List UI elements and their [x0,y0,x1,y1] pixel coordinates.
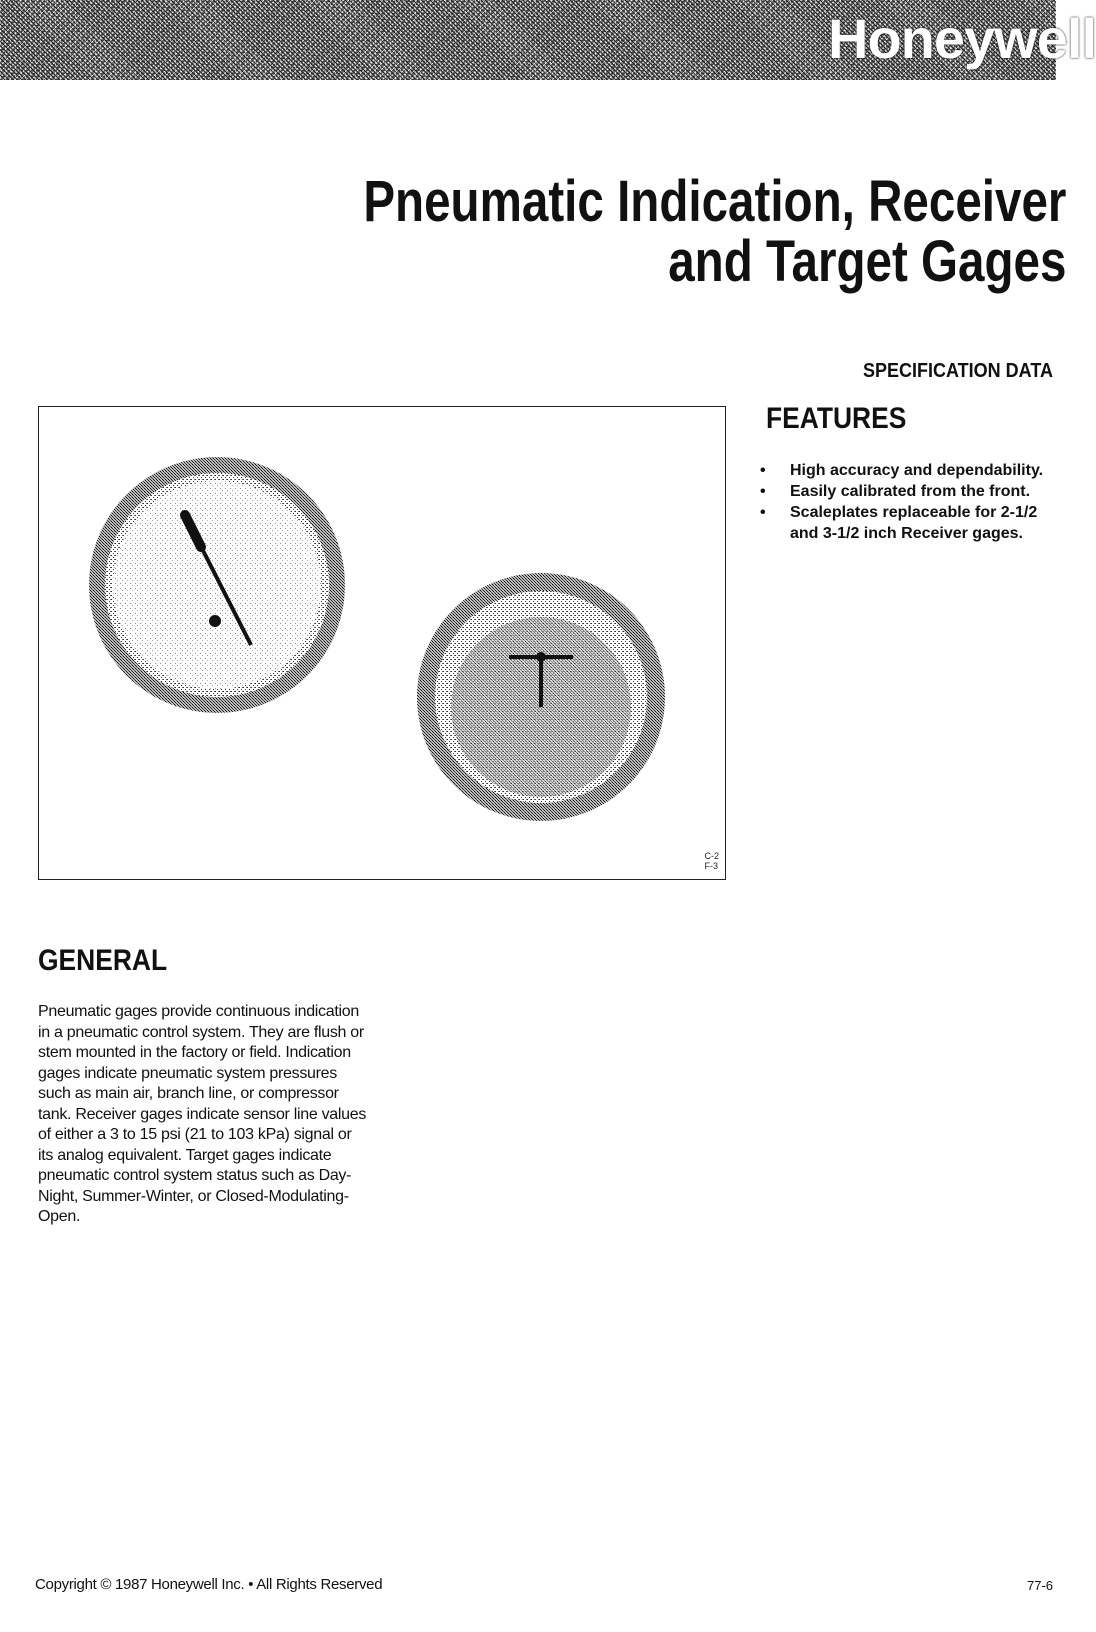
gages-illustration [39,407,725,879]
header-band [0,0,1096,80]
gage-photo-figure [38,406,726,880]
features-heading: FEATURES [766,402,907,435]
indication-gage [89,457,345,713]
title-line-2: and Target Gages [667,229,1066,294]
document-number: 77-6 [1027,1578,1054,1593]
page-title [362,169,1066,294]
bullet-icon: • [760,462,766,479]
spec-label: SPECIFICATION DATA [863,360,1053,382]
list-item: • Scaleplates replaceable for 2-1/2 [760,504,1038,521]
receiver-gage [417,573,665,821]
bullet-icon: • [760,504,766,521]
general-body: Pneumatic gages provide continuous indication in a pneumatic control system. They are flush or stem mounted in the factory or field. Indication gages indicate pneumatic system pressures such as main air, branch line, or compressor tank. Receiver gages indicate sensor line values of either a 3 to 15 psi (21 to 103 kPa) signal or its analog equivalent. Target gages indicate pneumatic control system status such as Day-Night, Summer-Winter, or Closed-Modulating-Open. [38,1003,367,1225]
list-item: • High accuracy and dependability. [760,462,1044,479]
list-item: • Easily calibrated from the front. [760,483,1031,500]
figure-code: C-2 F-3 [704,851,719,871]
list-item: and 3-1/2 inch Receiver gages. [790,525,1023,542]
feature-list [760,460,1043,544]
bullet-icon: • [760,483,766,500]
copyright-text: Copyright © 1987 Honeywell Inc. • All Rights Reserved [35,1576,383,1593]
brand-logo: Honeywell [828,7,1096,70]
general-heading: GENERAL [38,944,168,977]
title-line-1: Pneumatic Indication, Receiver [362,169,1066,234]
